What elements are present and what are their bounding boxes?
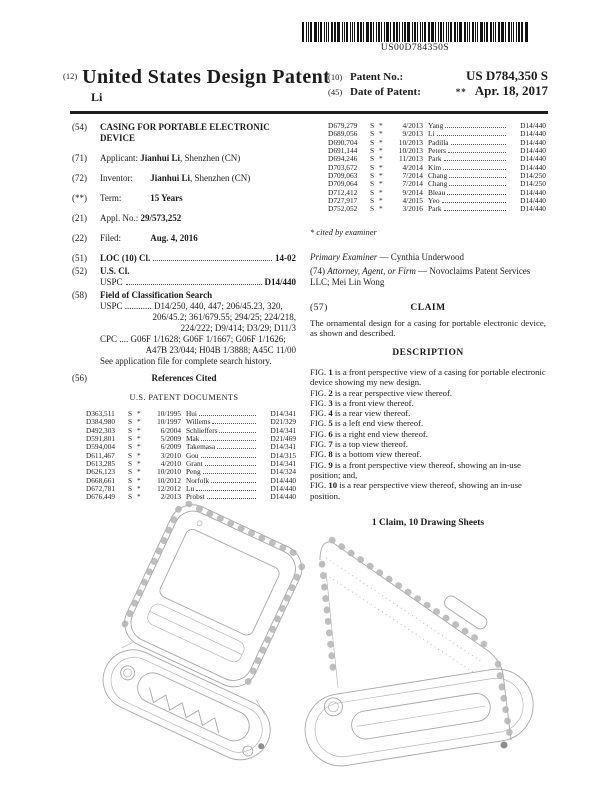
term-label: Term: bbox=[100, 193, 122, 203]
claim-text: The ornamental design for a casing for portable electronic device, as shown and described. bbox=[310, 317, 546, 339]
inventor-name: Jianhui Li bbox=[150, 173, 191, 183]
ref-classification: D14/440 bbox=[520, 146, 546, 156]
fig-prefix: FIG. bbox=[310, 459, 327, 470]
primary-examiner-name: Cynthia Underwood bbox=[390, 251, 464, 262]
fig-text: is a rear perspective view thereof, showing an in-use position. bbox=[310, 480, 522, 501]
uspc-label: USPC bbox=[100, 277, 123, 287]
dot-leader bbox=[449, 177, 506, 178]
references-table-right bbox=[328, 122, 546, 214]
ref-classification: D21/329 bbox=[270, 417, 296, 427]
classification-search-line: A47B 23/044; H04B 1/3888; A45C 11/00 bbox=[145, 345, 296, 355]
patent-number-row bbox=[328, 69, 548, 84]
fig-text: is a right end view thereof. bbox=[334, 428, 428, 439]
ref-classification: D14/341 bbox=[270, 409, 296, 418]
ref-examiner-star: * bbox=[137, 459, 141, 469]
ref-patent-number: D709,064 bbox=[328, 179, 358, 189]
patent-date-value: Apr. 18, 2017 bbox=[474, 83, 548, 98]
left-column bbox=[72, 122, 296, 502]
ref-classification: D14/440 bbox=[520, 187, 546, 197]
ref-date: 10/2013 bbox=[398, 137, 423, 147]
ref-patentee-name: Li bbox=[428, 129, 435, 139]
ref-kind-code: S bbox=[370, 171, 375, 181]
ref-patent-number: D690,704 bbox=[328, 137, 358, 147]
ref-patentee-name: Willems bbox=[186, 417, 211, 427]
applicant-location: , Shenzhen (CN) bbox=[180, 153, 241, 163]
applicant-name: Jianhui Li bbox=[140, 153, 181, 163]
attorney-value: Novoclaims Patent Services LLC; Mei Lin Wong bbox=[310, 265, 531, 287]
fig-prefix: FIG. bbox=[310, 439, 327, 450]
figure-description-line bbox=[310, 429, 546, 439]
patent-number-value: US D784,350 S bbox=[466, 68, 548, 83]
ref-patentee-name: Kim bbox=[428, 162, 442, 172]
ref-classification: D14/440 bbox=[520, 129, 546, 139]
ref-patentee-name: Padilla bbox=[428, 137, 449, 147]
fig-number: 8 bbox=[328, 449, 333, 460]
figure-description-line bbox=[310, 388, 546, 398]
inventor-location: , Shenzhen (CN) bbox=[190, 173, 251, 183]
ref-kind-code: S bbox=[128, 467, 133, 477]
ref-date: 9/2014 bbox=[402, 187, 423, 197]
ref-classification: D14/440 bbox=[520, 162, 546, 172]
ref-examiner-star: * bbox=[379, 154, 383, 164]
figure-description-list bbox=[310, 367, 546, 501]
fig-prefix: FIG. bbox=[310, 387, 327, 398]
section-term bbox=[72, 193, 296, 204]
fig-number: 1 bbox=[328, 366, 333, 377]
ref-patentee-name: Bleau bbox=[428, 187, 446, 197]
appl-no-value: 29/573,252 bbox=[140, 213, 182, 223]
ref-patentee-name: Mak bbox=[186, 434, 200, 444]
term-value: 15 Years bbox=[150, 193, 183, 203]
ref-classification: D14/341 bbox=[270, 442, 296, 452]
dot-leader bbox=[448, 152, 506, 153]
fig-number: 5 bbox=[328, 418, 333, 429]
ref-date: 9/2013 bbox=[402, 129, 423, 139]
inventor-surname: Li bbox=[91, 90, 103, 104]
section-number: (52) bbox=[72, 266, 87, 276]
ref-kind-code: S bbox=[370, 146, 375, 156]
section-number: (54) bbox=[72, 122, 87, 132]
fig-prefix: FIG. bbox=[310, 480, 327, 491]
fig-number: 2 bbox=[328, 387, 333, 398]
ref-examiner-star: * bbox=[379, 179, 383, 189]
dot-leader bbox=[444, 210, 506, 211]
ref-examiner-star: * bbox=[379, 204, 383, 214]
classification-search-line: 224/222; D9/414; D3/29; D11/3 bbox=[180, 323, 296, 333]
dot-leader bbox=[196, 490, 256, 491]
fig-number: 10 bbox=[328, 480, 338, 491]
dot-leader bbox=[444, 160, 506, 161]
dot-leader bbox=[447, 194, 506, 195]
ref-date: 6/2004 bbox=[160, 425, 181, 435]
section-number: (21) bbox=[72, 213, 87, 223]
ref-patentee-name: Lu bbox=[186, 484, 195, 494]
ref-patent-number: D676,449 bbox=[86, 492, 115, 502]
description-heading: DESCRIPTION bbox=[392, 347, 464, 358]
fig-prefix: FIG. bbox=[310, 408, 327, 419]
figure-front-perspective-drawing bbox=[70, 496, 320, 798]
reference-row bbox=[328, 205, 546, 213]
ref-examiner-star: * bbox=[379, 196, 383, 206]
ref-examiner-star: * bbox=[379, 137, 383, 147]
appl-no-label: Appl. No.: bbox=[100, 213, 139, 223]
dot-leader bbox=[211, 482, 256, 483]
ref-examiner-star: * bbox=[137, 442, 141, 452]
ref-patentee-name: Hui bbox=[186, 409, 197, 418]
ref-date: 4/2015 bbox=[402, 196, 423, 206]
ref-examiner-star: * bbox=[137, 475, 141, 485]
section-number: (**) bbox=[72, 193, 87, 203]
fig-prefix: FIG. bbox=[310, 428, 327, 439]
ref-examiner-star: * bbox=[379, 187, 383, 197]
ref-kind-code: S bbox=[128, 450, 133, 460]
ref-kind-code: S bbox=[370, 204, 375, 214]
ref-kind-code: S bbox=[370, 154, 375, 164]
section-56-references bbox=[72, 373, 296, 502]
ref-kind-code: S bbox=[370, 129, 375, 139]
dot-leader bbox=[199, 415, 256, 416]
ref-classification: D14/341 bbox=[270, 459, 296, 469]
ref-date: 12/2012 bbox=[157, 484, 181, 494]
ref-classification: D14/440 bbox=[270, 492, 296, 502]
field-of-search-lines bbox=[100, 301, 296, 367]
section-72-inventor bbox=[72, 173, 296, 184]
invention-title: CASING FOR PORTABLE ELECTRONIC DEVICE bbox=[100, 122, 270, 143]
dot-leader bbox=[153, 260, 272, 261]
ref-kind-code: S bbox=[128, 417, 133, 427]
ref-classification: D14/250 bbox=[520, 171, 546, 181]
dot-leader bbox=[437, 135, 506, 136]
ref-classification: D14/440 bbox=[520, 121, 546, 130]
ref-patentee-name: Park bbox=[428, 204, 442, 214]
ref-examiner-star: * bbox=[137, 434, 141, 444]
ref-classification: D14/440 bbox=[520, 137, 546, 147]
ref-examiner-star: * bbox=[137, 417, 141, 427]
figure-rear-perspective-drawing bbox=[288, 496, 568, 798]
ref-patent-number: D594,004 bbox=[86, 442, 115, 452]
ref-patent-number: D611,467 bbox=[86, 450, 115, 460]
ref-examiner-star: * bbox=[137, 492, 141, 502]
section-number: (72) bbox=[72, 173, 87, 183]
attorney-label: Attorney, Agent, or Firm bbox=[327, 265, 416, 276]
ref-date: 2/2013 bbox=[160, 492, 181, 502]
ref-date: 10/1995 bbox=[157, 409, 181, 418]
document-title: United States Design Patent bbox=[82, 66, 331, 88]
ref-kind-code: S bbox=[128, 459, 133, 469]
patent-date-label: Date of Patent: bbox=[350, 86, 421, 98]
ref-classification: D14/324 bbox=[270, 467, 296, 477]
ref-examiner-star: * bbox=[379, 121, 383, 130]
claims-sheets-note: 1 Claim, 10 Drawing Sheets bbox=[371, 517, 485, 528]
ref-date: 7/2014 bbox=[402, 171, 423, 181]
section-21-appl-no bbox=[72, 213, 296, 224]
figure-description-line bbox=[310, 367, 546, 388]
section-52-us-cl bbox=[72, 266, 296, 288]
dot-leader bbox=[201, 457, 256, 458]
figure-description-line bbox=[310, 418, 546, 428]
dot-leader bbox=[126, 284, 262, 285]
fig-text: is a front perspective view of a casing for portable electronic device showing my new design. bbox=[310, 366, 546, 388]
section-number: (51) bbox=[72, 253, 87, 263]
ref-kind-code: S bbox=[128, 484, 133, 494]
fig-text: is a bottom view thereof. bbox=[334, 449, 422, 460]
section-51-loc bbox=[72, 253, 296, 264]
ref-kind-code: S bbox=[128, 492, 133, 502]
ref-kind-code: S bbox=[370, 137, 375, 147]
ref-patent-number: D694,246 bbox=[328, 154, 358, 164]
ref-patentee-name: Yang bbox=[428, 121, 444, 130]
figure-description-line bbox=[310, 439, 546, 449]
classification-search-line: See application file for complete search history. bbox=[100, 356, 272, 366]
patent-number-code: (10) bbox=[328, 72, 343, 82]
fig-text: is a top view thereof. bbox=[334, 439, 408, 450]
inventor-label: Inventor: bbox=[100, 173, 133, 183]
header-divider bbox=[70, 111, 548, 114]
fig-number: 3 bbox=[328, 397, 333, 408]
ref-date: 4/2010 bbox=[160, 459, 181, 469]
ref-classification: D14/341 bbox=[270, 425, 296, 435]
ref-date: 3/2010 bbox=[160, 450, 181, 460]
section-number: (58) bbox=[72, 290, 87, 300]
ref-classification: D14/440 bbox=[520, 204, 546, 214]
ref-kind-code: S bbox=[128, 475, 133, 485]
reference-row bbox=[328, 122, 546, 130]
ref-kind-code: S bbox=[370, 179, 375, 189]
section-number: (56) bbox=[72, 373, 87, 383]
loc-label: LOC (10) Cl. bbox=[100, 253, 151, 263]
ref-date: 10/2010 bbox=[157, 467, 181, 477]
ref-classification: D14/315 bbox=[270, 450, 296, 460]
dot-leader bbox=[449, 185, 506, 186]
ref-patentee-name: Norfolk bbox=[186, 475, 210, 485]
ref-examiner-star: * bbox=[137, 484, 141, 494]
ref-examiner-star: * bbox=[379, 146, 383, 156]
dot-leader bbox=[445, 127, 506, 128]
ref-kind-code: S bbox=[128, 409, 133, 418]
ref-kind-code: S bbox=[370, 196, 375, 206]
fig-text: is a front perspective view thereof, showing an in-use position; and, bbox=[310, 459, 521, 480]
cited-by-examiner-note: * cited by examiner bbox=[310, 226, 377, 237]
uspc-value: D14/440 bbox=[264, 277, 296, 287]
ref-patentee-name: Takemasa bbox=[186, 442, 216, 452]
fig-prefix: FIG. bbox=[310, 397, 327, 408]
ref-kind-code: S bbox=[370, 121, 375, 130]
attorney-line bbox=[310, 266, 546, 288]
ref-examiner-star: * bbox=[379, 129, 383, 139]
date-asterisks: ** bbox=[455, 87, 467, 97]
patent-date-code: (45) bbox=[328, 87, 343, 97]
ref-kind-code: S bbox=[128, 442, 133, 452]
primary-examiner-line bbox=[310, 252, 546, 263]
ref-examiner-star: * bbox=[137, 425, 141, 435]
claim-title: CLAIM bbox=[410, 302, 446, 313]
primary-examiner-label: Primary Examiner bbox=[310, 251, 378, 262]
ref-patent-number: D591,801 bbox=[86, 434, 115, 444]
ref-patentee-name: Probst bbox=[186, 492, 205, 502]
ref-date: 10/2012 bbox=[157, 475, 181, 485]
ref-patent-number: D709,063 bbox=[328, 171, 358, 181]
dot-leader bbox=[219, 432, 256, 433]
ref-patent-number: D613,285 bbox=[86, 459, 115, 469]
fig-prefix: FIG. bbox=[310, 449, 327, 460]
section-number: (22) bbox=[72, 233, 87, 243]
claim-heading bbox=[310, 303, 546, 314]
fig-prefix: FIG. bbox=[310, 418, 327, 429]
right-column bbox=[310, 122, 546, 529]
figure-description-line bbox=[310, 398, 546, 408]
ref-examiner-star: * bbox=[137, 409, 141, 418]
applicant-label: Applicant: bbox=[100, 153, 138, 163]
ref-date: 3/2016 bbox=[402, 204, 423, 214]
dot-leader bbox=[451, 144, 506, 145]
references-cited-title: References Cited bbox=[151, 373, 217, 383]
ref-patent-number: D712,412 bbox=[328, 187, 358, 197]
ref-patentee-name: Yeo bbox=[428, 196, 440, 206]
fig-number: 9 bbox=[328, 459, 333, 470]
dot-leader bbox=[443, 169, 506, 170]
fig-text: is a rear view thereof. bbox=[334, 408, 411, 419]
fig-text: is a rear perspective view thereof. bbox=[334, 387, 453, 398]
ref-examiner-star: * bbox=[379, 171, 383, 181]
ref-patent-number: D752,052 bbox=[328, 204, 358, 214]
ref-examiner-star: * bbox=[137, 467, 141, 477]
fig-prefix: FIG. bbox=[310, 366, 327, 377]
em-dash: — bbox=[379, 251, 389, 262]
fig-text: is a left end view thereof. bbox=[334, 418, 424, 429]
dot-leader bbox=[203, 473, 256, 474]
ref-date: 6/2009 bbox=[160, 442, 181, 452]
ref-kind-code: S bbox=[128, 434, 133, 444]
fig-text: is a front view thereof. bbox=[334, 397, 414, 408]
filed-label: Filed: bbox=[100, 233, 122, 243]
section-number: (74) bbox=[310, 265, 325, 276]
references-table-left bbox=[86, 410, 296, 502]
filed-date: Aug. 4, 2016 bbox=[150, 233, 198, 243]
em-dash: — bbox=[418, 265, 428, 276]
ref-examiner-star: * bbox=[137, 450, 141, 460]
ref-kind-code: S bbox=[128, 425, 133, 435]
field-of-search-label: Field of Classification Search bbox=[100, 290, 213, 300]
ref-patent-number: D363,511 bbox=[86, 409, 115, 418]
ref-classification: D21/469 bbox=[270, 434, 296, 444]
figure-description-line bbox=[310, 408, 546, 418]
patent-date-row bbox=[328, 84, 548, 99]
ref-patent-number: D384,980 bbox=[86, 417, 115, 427]
ref-classification: D14/440 bbox=[520, 154, 546, 164]
loc-value: 14-02 bbox=[275, 253, 296, 263]
patent-number-label: Patent No.: bbox=[350, 71, 404, 83]
ref-date: 10/1997 bbox=[157, 417, 181, 427]
classification-search-line: CPC .... G06F 1/1628; G06F 1/1667; G06F 1/1626; bbox=[100, 334, 286, 344]
section-58-field-of-search bbox=[72, 290, 296, 367]
fig-number: 6 bbox=[328, 428, 333, 439]
ref-date: 5/2009 bbox=[160, 434, 181, 444]
us-patent-documents-subtitle: U.S. PATENT DOCUMENTS bbox=[129, 393, 239, 402]
ref-date: 10/2013 bbox=[398, 146, 423, 156]
ref-classification: D14/250 bbox=[520, 179, 546, 189]
ref-patentee-name: Gou bbox=[186, 450, 199, 460]
ref-patentee-name: Schlieffers bbox=[186, 425, 218, 435]
ref-patentee-name: Park bbox=[428, 154, 442, 164]
section-54-title bbox=[72, 122, 296, 144]
dot-leader bbox=[212, 423, 256, 424]
ref-patent-number: D672,781 bbox=[86, 484, 115, 494]
ref-kind-code: S bbox=[370, 162, 375, 172]
kind-code: (12) bbox=[63, 71, 78, 81]
ref-patentee-name: Chang bbox=[428, 171, 448, 181]
dot-leader bbox=[442, 202, 506, 203]
ref-patent-number: D703,672 bbox=[328, 162, 358, 172]
ref-examiner-star: * bbox=[379, 162, 383, 172]
barcode-label: US00D784350S bbox=[380, 43, 450, 53]
ref-patent-number: D679,279 bbox=[328, 121, 358, 130]
fig-number: 4 bbox=[328, 408, 333, 419]
ref-patentee-name: Chang bbox=[428, 179, 448, 189]
figure-description-line bbox=[310, 449, 546, 459]
ref-date: 4/2014 bbox=[402, 162, 423, 172]
ref-classification: D14/440 bbox=[270, 484, 296, 494]
classification-search-line: 206/45.2; 361/679.55; 294/25; 224/218, bbox=[152, 312, 296, 322]
document-header bbox=[63, 66, 548, 105]
ref-patentee-name: Peters bbox=[428, 146, 447, 156]
ref-patentee-name: Peng bbox=[186, 467, 201, 477]
ref-kind-code: S bbox=[370, 187, 375, 197]
dot-leader bbox=[205, 465, 256, 466]
section-22-filed bbox=[72, 233, 296, 244]
ref-classification: D14/440 bbox=[520, 196, 546, 206]
ref-patent-number: D727,917 bbox=[328, 196, 358, 206]
fig-number: 7 bbox=[328, 439, 333, 450]
ref-date: 11/2013 bbox=[399, 154, 423, 164]
figure-description-line bbox=[310, 460, 546, 481]
dot-leader bbox=[201, 440, 256, 441]
barcode bbox=[300, 22, 530, 42]
section-71-applicant bbox=[72, 153, 296, 164]
us-cl-label: U.S. Cl. bbox=[100, 266, 130, 276]
section-number: (57) bbox=[310, 302, 328, 313]
ref-date: 4/2013 bbox=[402, 121, 423, 130]
ref-classification: D14/440 bbox=[270, 475, 296, 485]
ref-patent-number: D492,303 bbox=[86, 425, 115, 435]
dot-leader bbox=[217, 448, 256, 449]
ref-patent-number: D668,661 bbox=[86, 475, 115, 485]
ref-date: 7/2014 bbox=[402, 179, 423, 189]
ref-patent-number: D691,144 bbox=[328, 146, 358, 156]
ref-patent-number: D626,123 bbox=[86, 467, 115, 477]
ref-patentee-name: Grant bbox=[186, 459, 203, 469]
ref-patent-number: D689,056 bbox=[328, 129, 358, 139]
classification-search-line: USPC ............ D14/250, 440, 447; 206/45.23, 320, bbox=[100, 301, 283, 311]
section-number: (71) bbox=[72, 153, 87, 163]
